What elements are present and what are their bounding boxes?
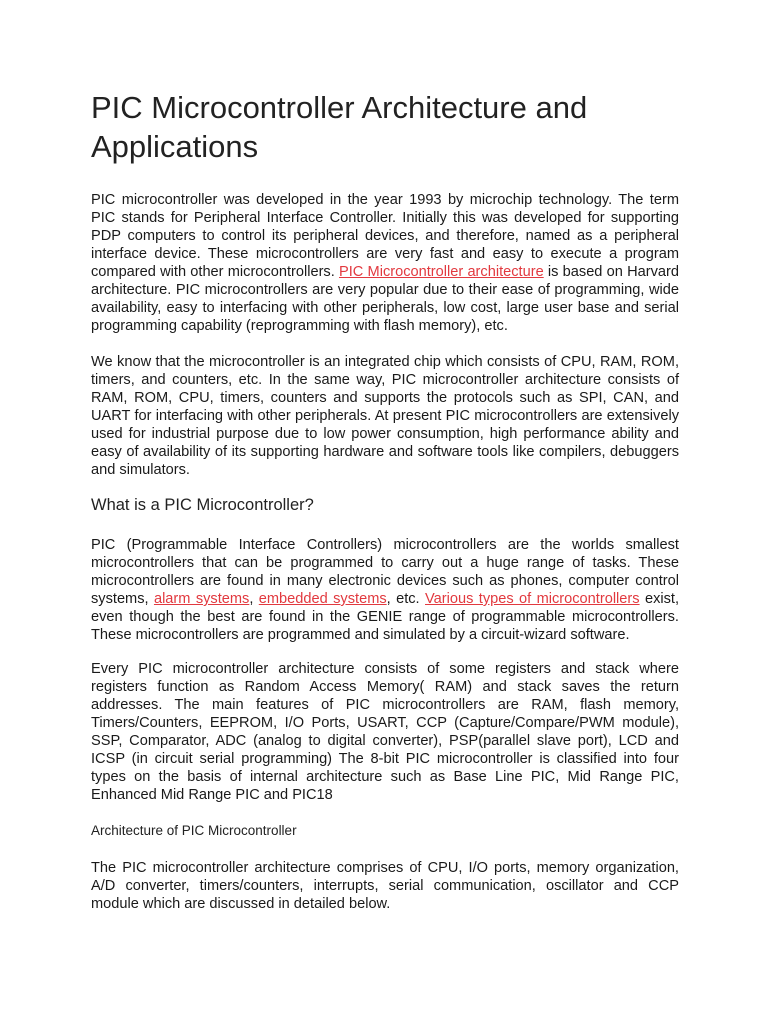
features-paragraph: Every PIC microcontroller architecture consists of some registers and stack where registers function as Random Access Memory( RAM) and stack saves the return addresses. The main features of PIC microcontrollers are RAM, flash memory, Timers/Counters, EEPROM, I/O Ports, USART, CCP (Capture/Compare/PWM module), SSP, Comparator, ADC (analog to digital converter), PSP(parallel slave port), LCD and ICSP (in circuit serial programming) The 8-bit PIC microcontroller is classified into four types on the basis of internal architecture such as Base Line PIC, Mid Range PIC, Enhanced Mid Range PIC and PIC18 [91,661,679,803]
definition-paragraph [91,536,679,644]
section-heading-what-is-pic: What is a PIC Microcontroller? [91,496,314,514]
architecture-paragraph: The PIC microcontroller architecture comprises of CPU, I/O ports, memory organization, A/D converter, timers/counters, interrupts, serial communication, oscillator and CCP module which are discussed in detailed below. [91,860,679,912]
intro-paragraph [91,191,679,335]
embedded-systems-link[interactable]: embedded systems [258,591,387,607]
intro-text-before: PIC microcontroller was developed in the year 1993 by microchip technology. The term PIC stands for Peripheral Interface Controller. Initially this was developed for supporting PDP computers to control its peripheral devices, and therefore, named as a peripheral interface device. These microcontrollers are very fast and easy to execute a program compared with other microcontrollers. [91,192,679,280]
types-of-microcontrollers-link[interactable]: Various types of microcontrollers [425,591,640,607]
definition-text-2: , [249,591,259,607]
page-title: PIC Microcontroller Architecture and Applications [91,90,588,164]
definition-text-3: , etc. [386,591,425,607]
section-heading-architecture: Architecture of PIC Microcontroller [91,823,297,838]
pic-architecture-link[interactable]: PIC Microcontroller architecture [339,264,544,280]
alarm-systems-link[interactable]: alarm systems [153,591,250,607]
overview-paragraph: We know that the microcontroller is an integrated chip which consists of CPU, RAM, ROM, timers, and counters, etc. In the same way, PIC microcontroller architecture consists of RAM, ROM, CPU, timers, counters and supports the protocols such as SPI, CAN, and UART for interfacing with other peripherals. At present PIC microcontrollers are extensively used for industrial purpose due to low power consumption, high performance ability and easy of availability of its supporting hardware and software tools like compilers, debuggers and simulators. [91,354,679,478]
definition-text-1: PIC (Programmable Interface Controllers) microcontrollers are the worlds smallest microcontrollers that can be programmed to carry out a huge range of tasks. These microcontrollers are found in many electronic devices such as phones, computer control systems, [91,537,679,607]
intro-text-after: is based on Harvard architecture. PIC microcontrollers are very popular due to their ease of programming, wide availability, easy to interfacing with other peripherals, low cost, large user base and serial programming capability (reprogramming with flash memory), etc. [91,264,679,334]
definition-text-4: exist, even though the best are found in the GENIE range of programmable microcontrollers. These microcontrollers are programmed and simulated by a circuit-wizard software. [91,591,680,643]
